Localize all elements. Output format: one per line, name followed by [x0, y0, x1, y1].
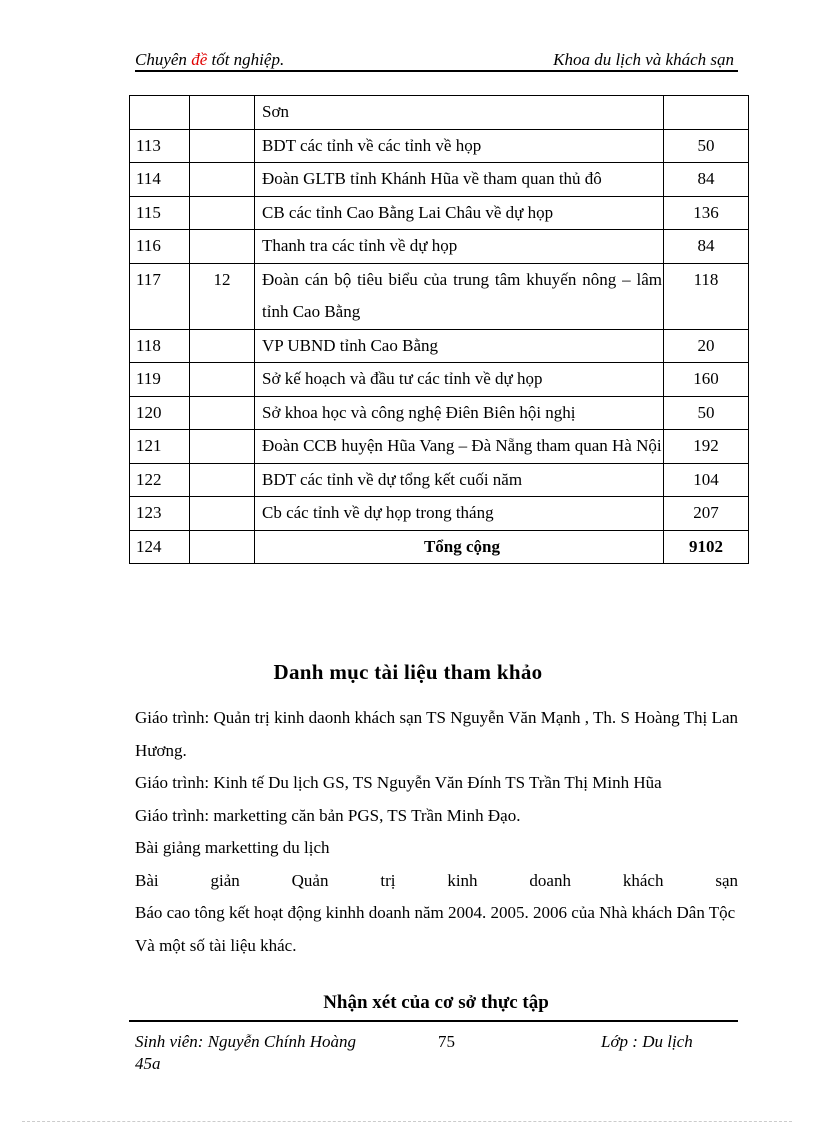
cell-qty: 118: [664, 263, 749, 329]
reference-item: Bài giản Quản trị kinh doanh khách sạn: [135, 870, 738, 890]
cell-qty: 192: [664, 430, 749, 464]
cell-group: [190, 396, 255, 430]
table-row: [130, 230, 749, 264]
table-row: [130, 263, 749, 329]
table-total-row: [130, 530, 749, 564]
cell-qty: 207: [664, 497, 749, 531]
cell-no: [130, 96, 190, 130]
reference-item: Giáo trình: Kinh tế Du lịch GS, TS Nguyễn Văn Đính TS Trần Thị Minh Hũa: [135, 773, 662, 792]
header-right: Khoa du lịch và khách sạn: [553, 50, 734, 69]
page-header: [135, 48, 738, 72]
cell-no: 119: [130, 363, 190, 397]
cell-desc: Đoàn cán bộ tiêu biểu của trung tâm khuyến nông – lâm tỉnh Cao Bằng: [255, 263, 664, 329]
cell-qty: 84: [664, 163, 749, 197]
table-row: [130, 463, 749, 497]
cell-no: 120: [130, 396, 190, 430]
header-accent: đề: [191, 50, 208, 69]
header-suffix: tốt nghiệp.: [207, 50, 285, 69]
table-row: [130, 329, 749, 363]
cell-group: [190, 530, 255, 564]
table-row: [130, 196, 749, 230]
cell-qty: 160: [664, 363, 749, 397]
cell-group: [190, 463, 255, 497]
total-value: 9102: [664, 530, 749, 564]
cell-group: [190, 329, 255, 363]
cell-no: 114: [130, 163, 190, 197]
header-prefix: Chuyên: [135, 50, 192, 69]
table-row: [130, 96, 749, 130]
cell-qty: 50: [664, 129, 749, 163]
table-row: [130, 129, 749, 163]
cell-no: 122: [130, 463, 190, 497]
cell-group: [190, 129, 255, 163]
cell-desc: VP UBND tỉnh Cao Bằng: [255, 329, 664, 363]
cell-no: 116: [130, 230, 190, 264]
cell-group: [190, 163, 255, 197]
page-number: 75: [438, 1032, 455, 1051]
cell-qty: 50: [664, 396, 749, 430]
page-bottom-edge: [22, 1121, 792, 1122]
table-row: [130, 396, 749, 430]
footer-divider: [129, 1020, 738, 1022]
cell-qty: 84: [664, 230, 749, 264]
references-title: Danh mục tài liệu tham khảo: [273, 660, 543, 684]
cell-desc: BDT các tỉnh về các tỉnh về họp: [255, 129, 664, 163]
cell-qty: 104: [664, 463, 749, 497]
cell-desc: CB các tỉnh Cao Bằng Lai Châu về dự họp: [255, 196, 664, 230]
table-row: [130, 363, 749, 397]
cell-desc: Sở kế hoạch và đầu tư các tỉnh về dự họp: [255, 363, 664, 397]
reference-item: Bài giảng marketting du lịch: [135, 838, 330, 857]
cell-desc: BDT các tỉnh về dự tổng kết cuối năm: [255, 463, 664, 497]
cell-desc: Sở khoa học và công nghệ Điên Biên hội nghị: [255, 396, 664, 430]
total-label: Tổng cộng: [255, 530, 664, 564]
cell-group: [190, 196, 255, 230]
cell-no: 113: [130, 129, 190, 163]
table-row: [130, 497, 749, 531]
data-table: [129, 95, 749, 564]
cell-group: [190, 430, 255, 464]
reference-item: Báo cao tông kết hoạt động kinhh doanh năm 2004. 2005. 2006 của Nhà khách Dân Tộc: [135, 903, 736, 922]
reference-item: Giáo trình: marketting căn bản PGS, TS Trần Minh Đạo.: [135, 805, 521, 825]
cell-qty: [664, 96, 749, 130]
reference-item: Giáo trình: Quản trị kinh daonh khách sạn TS Nguyễn Văn Mạnh , Th. S Hoàng Thị Lan Hương.: [135, 708, 738, 760]
cell-desc: Cb các tỉnh về dự họp trong tháng: [255, 497, 664, 531]
cell-group: [190, 363, 255, 397]
cell-no: 115: [130, 196, 190, 230]
cell-group: [190, 230, 255, 264]
footer-student: Sinh viên: Nguyễn Chính Hoàng: [135, 1032, 356, 1051]
cell-no: 121: [130, 430, 190, 464]
cell-desc: Đoàn CCB huyện Hũa Vang – Đà Nẵng tham quan Hà Nội: [255, 430, 664, 464]
cell-desc: Đoàn GLTB tỉnh Khánh Hũa về tham quan thủ đô: [255, 163, 664, 197]
cell-no: 123: [130, 497, 190, 531]
reference-item: Và một số tài liệu khác.: [135, 935, 297, 955]
header-left: [135, 50, 284, 70]
table-row: [130, 430, 749, 464]
references-list: [135, 702, 738, 962]
cell-qty: 136: [664, 196, 749, 230]
footer-class-cont: 45a: [135, 1054, 161, 1073]
cell-no: 117: [130, 263, 190, 329]
cell-qty: 20: [664, 329, 749, 363]
comment-title: Nhận xét của cơ sở thực tập: [323, 992, 549, 1013]
cell-group: 12: [190, 263, 255, 329]
cell-group: [190, 497, 255, 531]
table-row: [130, 163, 749, 197]
footer-class: Lớp : Du lịch: [601, 1032, 693, 1051]
cell-group: [190, 96, 255, 130]
cell-no: 124: [130, 530, 190, 564]
cell-no: 118: [130, 329, 190, 363]
cell-desc: Sơn: [255, 96, 664, 130]
cell-desc: Thanh tra các tỉnh về dự họp: [255, 230, 664, 264]
